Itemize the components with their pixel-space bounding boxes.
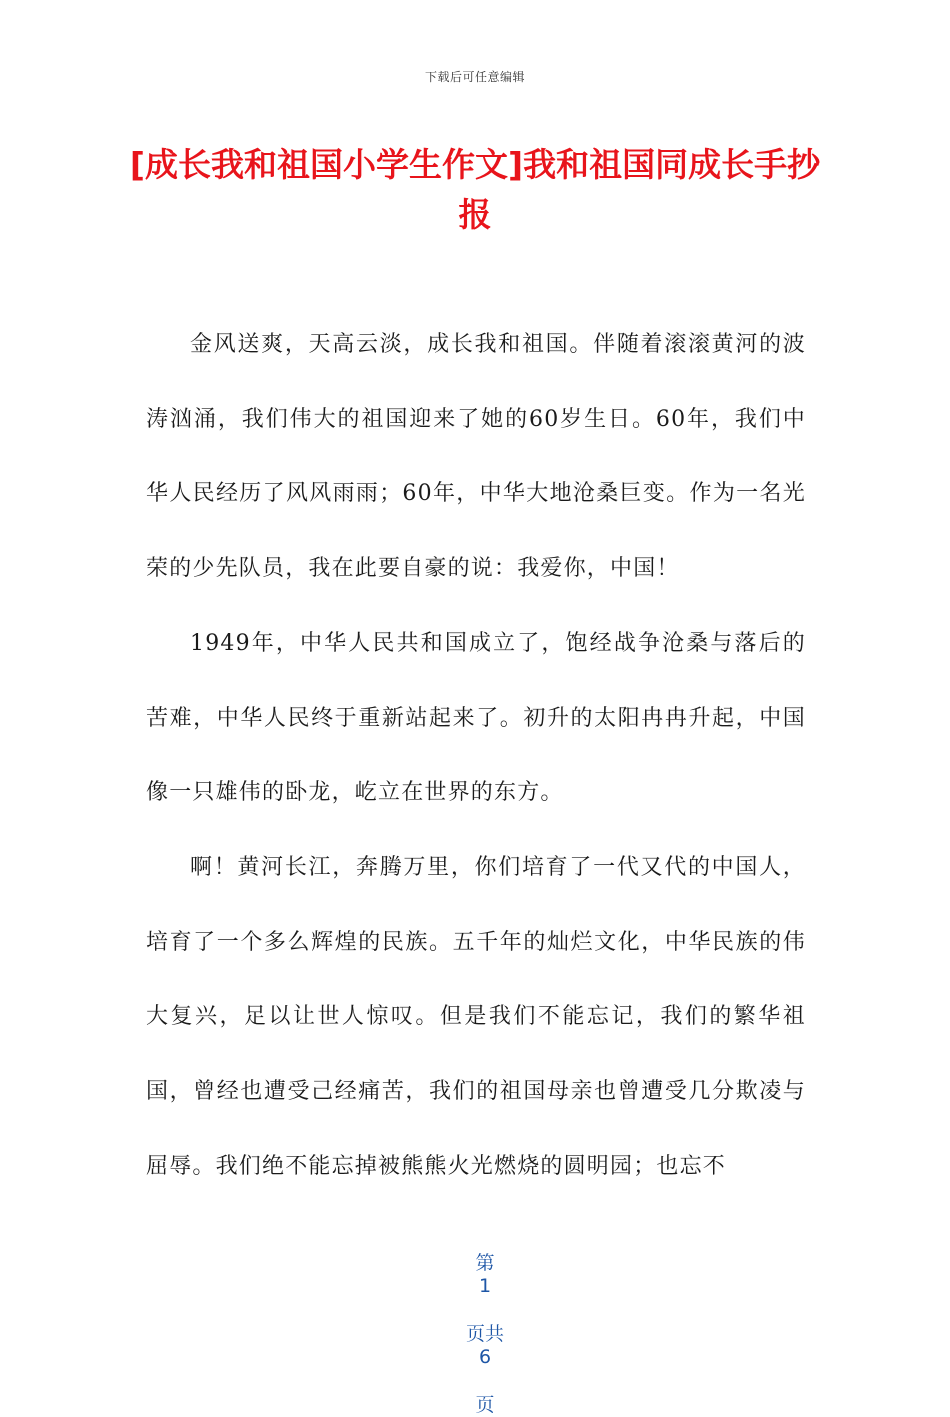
footer-page-number: 1: [479, 1275, 492, 1297]
footer-total-pages: 6: [479, 1346, 492, 1368]
footer-page-suffix: 页: [475, 1394, 495, 1416]
footer-of-label: 页共: [466, 1323, 505, 1345]
paragraph-3: 啊！黄河长江，奔腾万里，你们培育了一代又代的中国人，培育了一个多么辉煌的民族。五千年的灿烂文化，中华民族的伟大复兴，足以让世人惊叹。但是我们不能忘记，我们的繁华祖国，曾经也遭受己经痛苦，我们的祖国母亲也曾遭受几分欺凌与屈辱。我们绝不能忘掉被熊熊火光燃烧的圆明园；也忘不: [146, 854, 806, 1179]
header-note: 下载后可任意编辑: [424, 70, 525, 84]
footer-page-label: 第: [475, 1252, 495, 1274]
paragraph-2: 1949年，中华人民共和国成立了，饱经战争沧桑与落后的苦难，中华人民终于重新站起来了。初升的太阳冉冉升起，中国像一只雄伟的卧龙，屹立在世界的东方。: [146, 630, 806, 806]
document-title: [成长我和祖国小学生作文]我和祖国同成长手抄报: [129, 145, 821, 234]
page-footer: [0, 1226, 950, 1417]
paragraph-1: 金风送爽，天高云淡，成长我和祖国。伴随着滚滚黄河的波涛汹涌，我们伟大的祖国迎来了她的60岁生日。60年，我们中华人民经历了风风雨雨；60年，中华大地沧桑巨变。作为一名光荣的少先队员，我在此要自豪的说：我爱你，中国！: [146, 332, 806, 582]
document-body: [146, 308, 806, 1204]
